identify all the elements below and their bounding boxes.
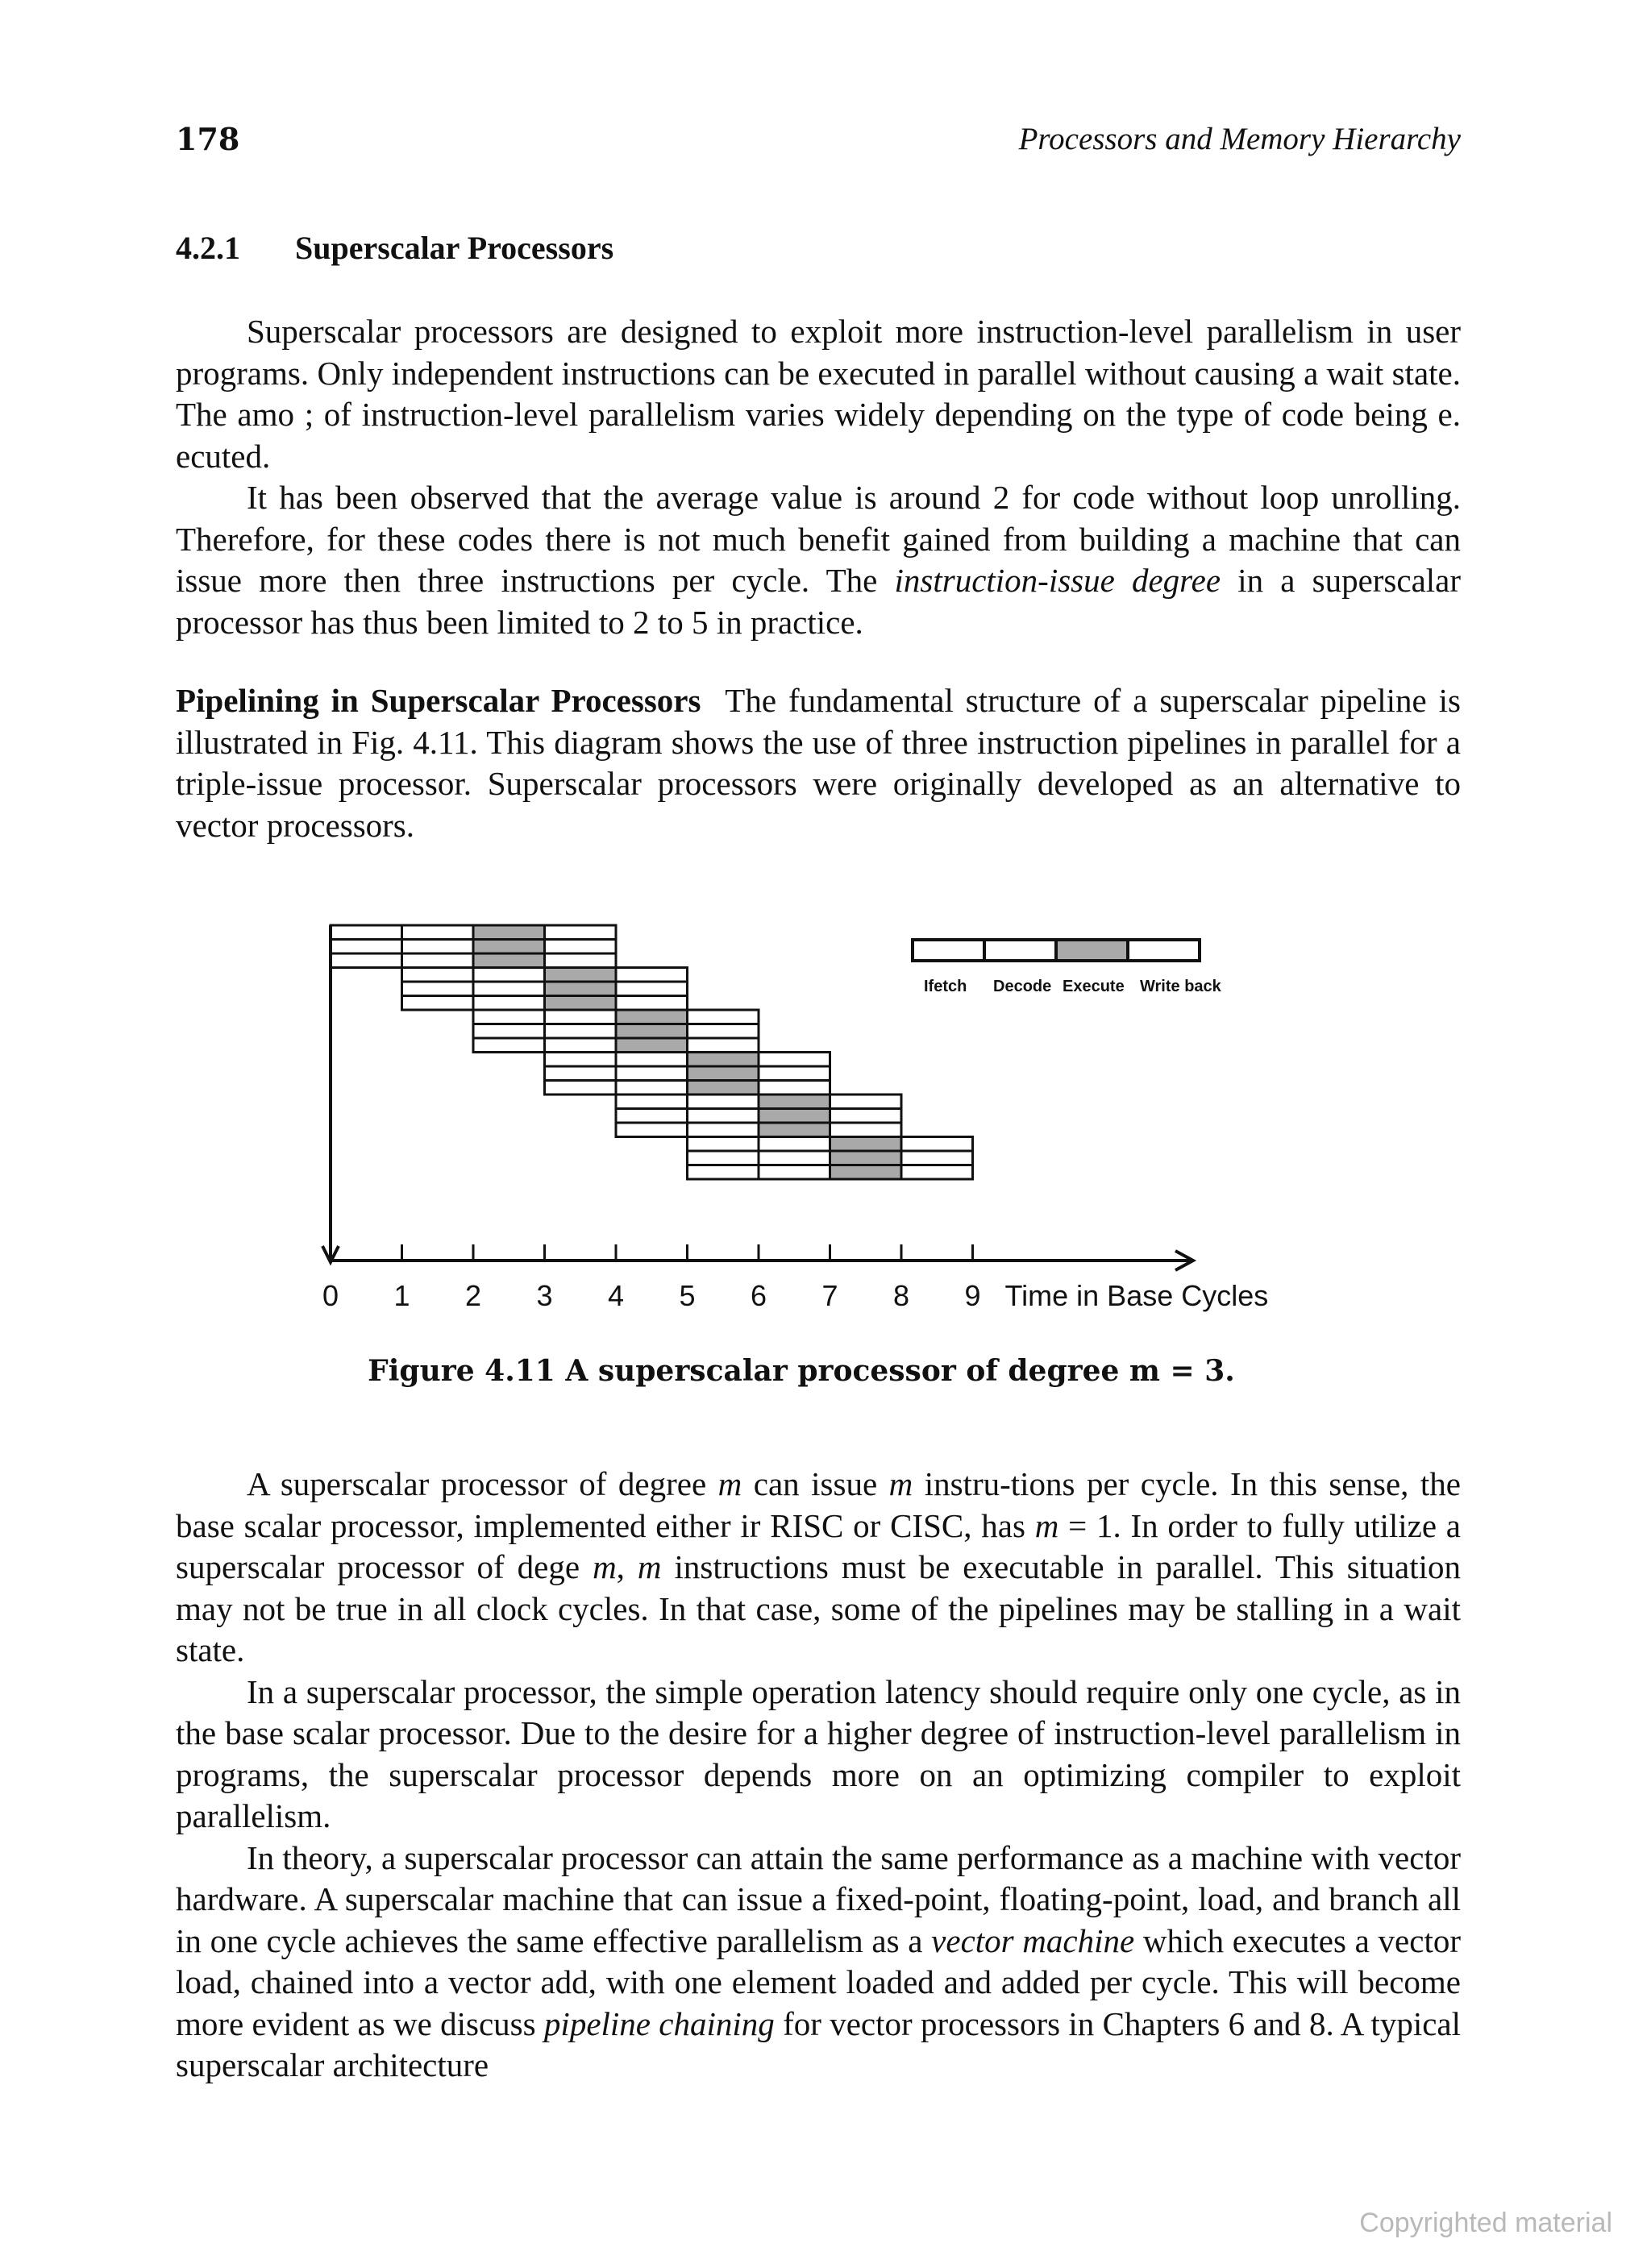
axis-tick-label: 8 [892, 1279, 910, 1312]
paragraph-text: The fundamental structure of a superscalar pipeline is illustrated in Fig. 4.11. This diagram shows the use of three instruction pipelines in parallel for a triple-issue processor. Superscalar processors were originally developed as an alternative to vector processors. [176, 682, 1461, 844]
pipeline-stage-cell [830, 1137, 902, 1152]
paragraph-text: can issue [742, 1465, 889, 1502]
paragraph-text: It has been observed that the average value is around 2 for code without loop unrolling. Therefore, for these codes there is not much benefit gained from building a machine that can issue more then three instructions per cycle. The [176, 479, 1461, 599]
running-title: Processors and Memory Hierarchy [1018, 122, 1461, 156]
pipeline-stage-cell [688, 1066, 759, 1081]
pipeline-stage-cell [759, 1165, 830, 1180]
caption-text: Figure 4.11 A superscalar processor of degree m = 3. [368, 1354, 1235, 1388]
pipeline-stage-cell [545, 1066, 617, 1081]
legend-stage-box [913, 940, 984, 961]
emphasis-term: instruction-issue degree [894, 562, 1221, 599]
pipeline-stage-cell [759, 1137, 830, 1152]
paragraph: Superscalar processors are designed to exploit more instruction-level parallelism in user programs. Only independent instructions can be executed in parallel without causing a wait state. The amo ; of instruction-level parallelism varies widely depending on the type of code being e​.​ecuted. [176, 313, 1461, 475]
pipeline-stage-cell [616, 1038, 688, 1053]
pipeline-stage-cell [830, 1095, 902, 1109]
pipeline-stage-cell [331, 925, 402, 940]
paragraph-text: In theory, a superscalar processor can attain the same performance as a machine with vector hardware. A superscalar machine that can issue a fixed-point, floating-point, load, and branch all in one cycle achieves the same effective parallelism as a [176, 1838, 1461, 1959]
pipeline-stage-cell [473, 996, 545, 1011]
pipeline-stage-cell [616, 968, 688, 982]
emphasis-term: vector machine [931, 1921, 1135, 1959]
pipeline-stage-cell [688, 1038, 759, 1053]
pipeline-stage-cell [545, 1024, 617, 1039]
paragraph [176, 1672, 1461, 1838]
pipeline-stage-cell [545, 996, 617, 1011]
pipeline-stage-cell [473, 968, 545, 982]
pipeline-stage-cell [616, 1066, 688, 1081]
paragraph-text: A superscalar processor of degree [247, 1465, 718, 1502]
pipeline-stage-cell [402, 982, 474, 996]
pipeline-stage-cell [688, 1010, 759, 1024]
emphasis-term: m [717, 1465, 742, 1502]
paragraph [176, 1464, 1461, 1672]
axis-label: Time in Base Cycles [1004, 1279, 1269, 1312]
pipeline-stage-cell [545, 968, 617, 982]
pipeline-stage-cell [830, 1165, 902, 1180]
pipeline-stage-cell [688, 1024, 759, 1039]
paragraph-text: = 1. In order to fully utilize a superscalar processor of deg​​e [176, 1506, 1461, 1585]
legend-label: Ifetch [924, 978, 967, 995]
pipeline-stage-cell [688, 1095, 759, 1109]
pipeline-stage-cell [545, 1010, 617, 1024]
pipelining-paragraph [176, 680, 1461, 846]
emphasis-term: m [637, 1548, 662, 1585]
axis-tick-label: 1 [393, 1279, 410, 1312]
pipeline-stage-cell [830, 1123, 902, 1137]
emphasis-term: m [1034, 1506, 1059, 1544]
paragraph-text: which executes a vector load, chained into a vector add, with one element loaded and added per cycle. This will become more evident as we discuss [176, 1921, 1461, 2042]
pipeline-stage-cell [759, 1109, 830, 1124]
pipeline-stage-cell [759, 1095, 830, 1109]
pipeline-stage-cell [545, 1081, 617, 1095]
section-heading [176, 229, 613, 267]
pipeline-stage-cell [688, 1151, 759, 1165]
section-title: Superscalar Processors [295, 230, 614, 266]
intro-paragraphs [176, 311, 1461, 643]
pipeline-stage-cell [688, 1123, 759, 1137]
pipeline-stage-cell [473, 953, 545, 968]
emphasis-term: m [888, 1465, 913, 1502]
paragraph-text: instru‐tions per cycle. In this sense, the base scalar processor, implemented either ir RISC or CISC, has [176, 1465, 1462, 1544]
pipeline-stage-cell [473, 1038, 545, 1053]
pipeline-stage-cell [545, 1038, 617, 1053]
pipeline-stage-cell [473, 1024, 545, 1039]
paragraph-text: , [616, 1548, 638, 1585]
axis-tick-label: 2 [464, 1279, 482, 1312]
pipeline-stage-cell [616, 1053, 688, 1067]
legend-label: Decode [993, 978, 1052, 995]
paragraph-text: in a superscalar processor has thus been limited to 2 to 5 in practice. [176, 562, 1462, 641]
paragraph-text: In a superscalar processor, the simple operation latency should require only one cycle, as in the base scalar processor. Due to the desire for a higher degree of instruction-level parallelism in programs, the superscalar processor depends more on an optimizing compiler to exploit parallelism. [176, 1672, 1461, 1834]
pipeline-stage-cell [473, 940, 545, 954]
pipeline-stage-cell [616, 1109, 688, 1124]
pipeline-stage-cell [402, 968, 474, 982]
pipeline-stage-cell [830, 1109, 902, 1124]
legend-label: Write back [1140, 978, 1221, 995]
pipeline-stage-cell [759, 1123, 830, 1137]
emphasis-term: pipeline chaining [543, 2004, 775, 2042]
pipeline-stage-cell [331, 953, 402, 968]
pipeline-stage-cell [616, 1024, 688, 1039]
pipeline-stage-cell [688, 1081, 759, 1095]
pipeline-stage-cell [616, 1095, 688, 1109]
pipeline-stage-cell [331, 940, 402, 954]
pipeline-stage-cell [402, 953, 474, 968]
pipeline-stage-cell [473, 982, 545, 996]
axis-tick-label: 0 [322, 1279, 339, 1312]
emphasis-term: m [593, 1548, 617, 1585]
pipeline-stage-cell [901, 1137, 973, 1152]
pipeline-stage-cell [545, 982, 617, 996]
pipeline-stage-cell [759, 1053, 830, 1067]
pipeline-stage-cell [759, 1066, 830, 1081]
axis-tick-label: 6 [750, 1279, 767, 1312]
pipeline-stage-cell [616, 1010, 688, 1024]
pipeline-stage-cell [688, 1165, 759, 1180]
axis-tick-label: 7 [821, 1279, 838, 1312]
axis-tick-label: 9 [964, 1279, 981, 1312]
body-paragraphs [176, 1464, 1461, 2087]
pipeline-stage-cell [759, 1081, 830, 1095]
pipeline-stage-cell [901, 1165, 973, 1180]
pipeline-stage-cell [402, 996, 474, 1011]
pipeline-figure [306, 909, 1354, 1328]
pipeline-stage-cell [473, 925, 545, 940]
figure-caption [0, 1354, 1651, 1388]
pipeline-diagram [306, 909, 1354, 1328]
pipeline-stage-cell [545, 940, 617, 954]
axis-tick-label: 4 [607, 1279, 625, 1312]
pipeline-stage-cell [830, 1151, 902, 1165]
axis-tick-label: 3 [536, 1279, 553, 1312]
pipeline-stage-cell [616, 1081, 688, 1095]
page-number: 178 [176, 121, 240, 157]
pipeline-stage-cell [545, 925, 617, 940]
legend-label: Execute [1063, 978, 1125, 995]
pipeline-stage-cell [616, 982, 688, 996]
pipeline-stage-cell [688, 1137, 759, 1152]
pipeline-stage-cell [545, 1053, 617, 1067]
pipeline-stage-cell [545, 953, 617, 968]
pipeline-stage-cell [901, 1151, 973, 1165]
legend-stage-box [1056, 940, 1128, 961]
legend-stage-box [984, 940, 1056, 961]
run-in-heading: Pipelining in Superscalar Processors [176, 682, 701, 719]
paragraph [176, 477, 1461, 643]
pipeline-stage-cell [616, 1123, 688, 1137]
paragraph-text: instructions must be executable in parallel. This situation may not be true in all clock cycles. In that case, some of the pipelines may be stalling in a wait state. [176, 1548, 1461, 1668]
pipeline-stage-cell [473, 1010, 545, 1024]
pipeline-stage-cell [402, 940, 474, 954]
paragraph [176, 1838, 1461, 2087]
legend-labels [924, 978, 1222, 995]
pipeline-stage-cell [688, 1109, 759, 1124]
pipeline-stage-cell [616, 996, 688, 1011]
axis-tick-label: 5 [679, 1279, 696, 1312]
pipeline-stage-cell [402, 925, 474, 940]
pipeline-stage-cell [759, 1151, 830, 1165]
pipeline-stage-cell [688, 1053, 759, 1067]
legend-stage-box [1128, 940, 1200, 961]
section-number: 4.2.1 [176, 230, 240, 266]
copyright-watermark: Copyrighted material [1359, 2208, 1612, 2238]
paragraph-text: for vector processors in Chapters 6 and 8. A typical superscalar architecture [176, 2004, 1461, 2083]
paragraph [176, 680, 1461, 846]
